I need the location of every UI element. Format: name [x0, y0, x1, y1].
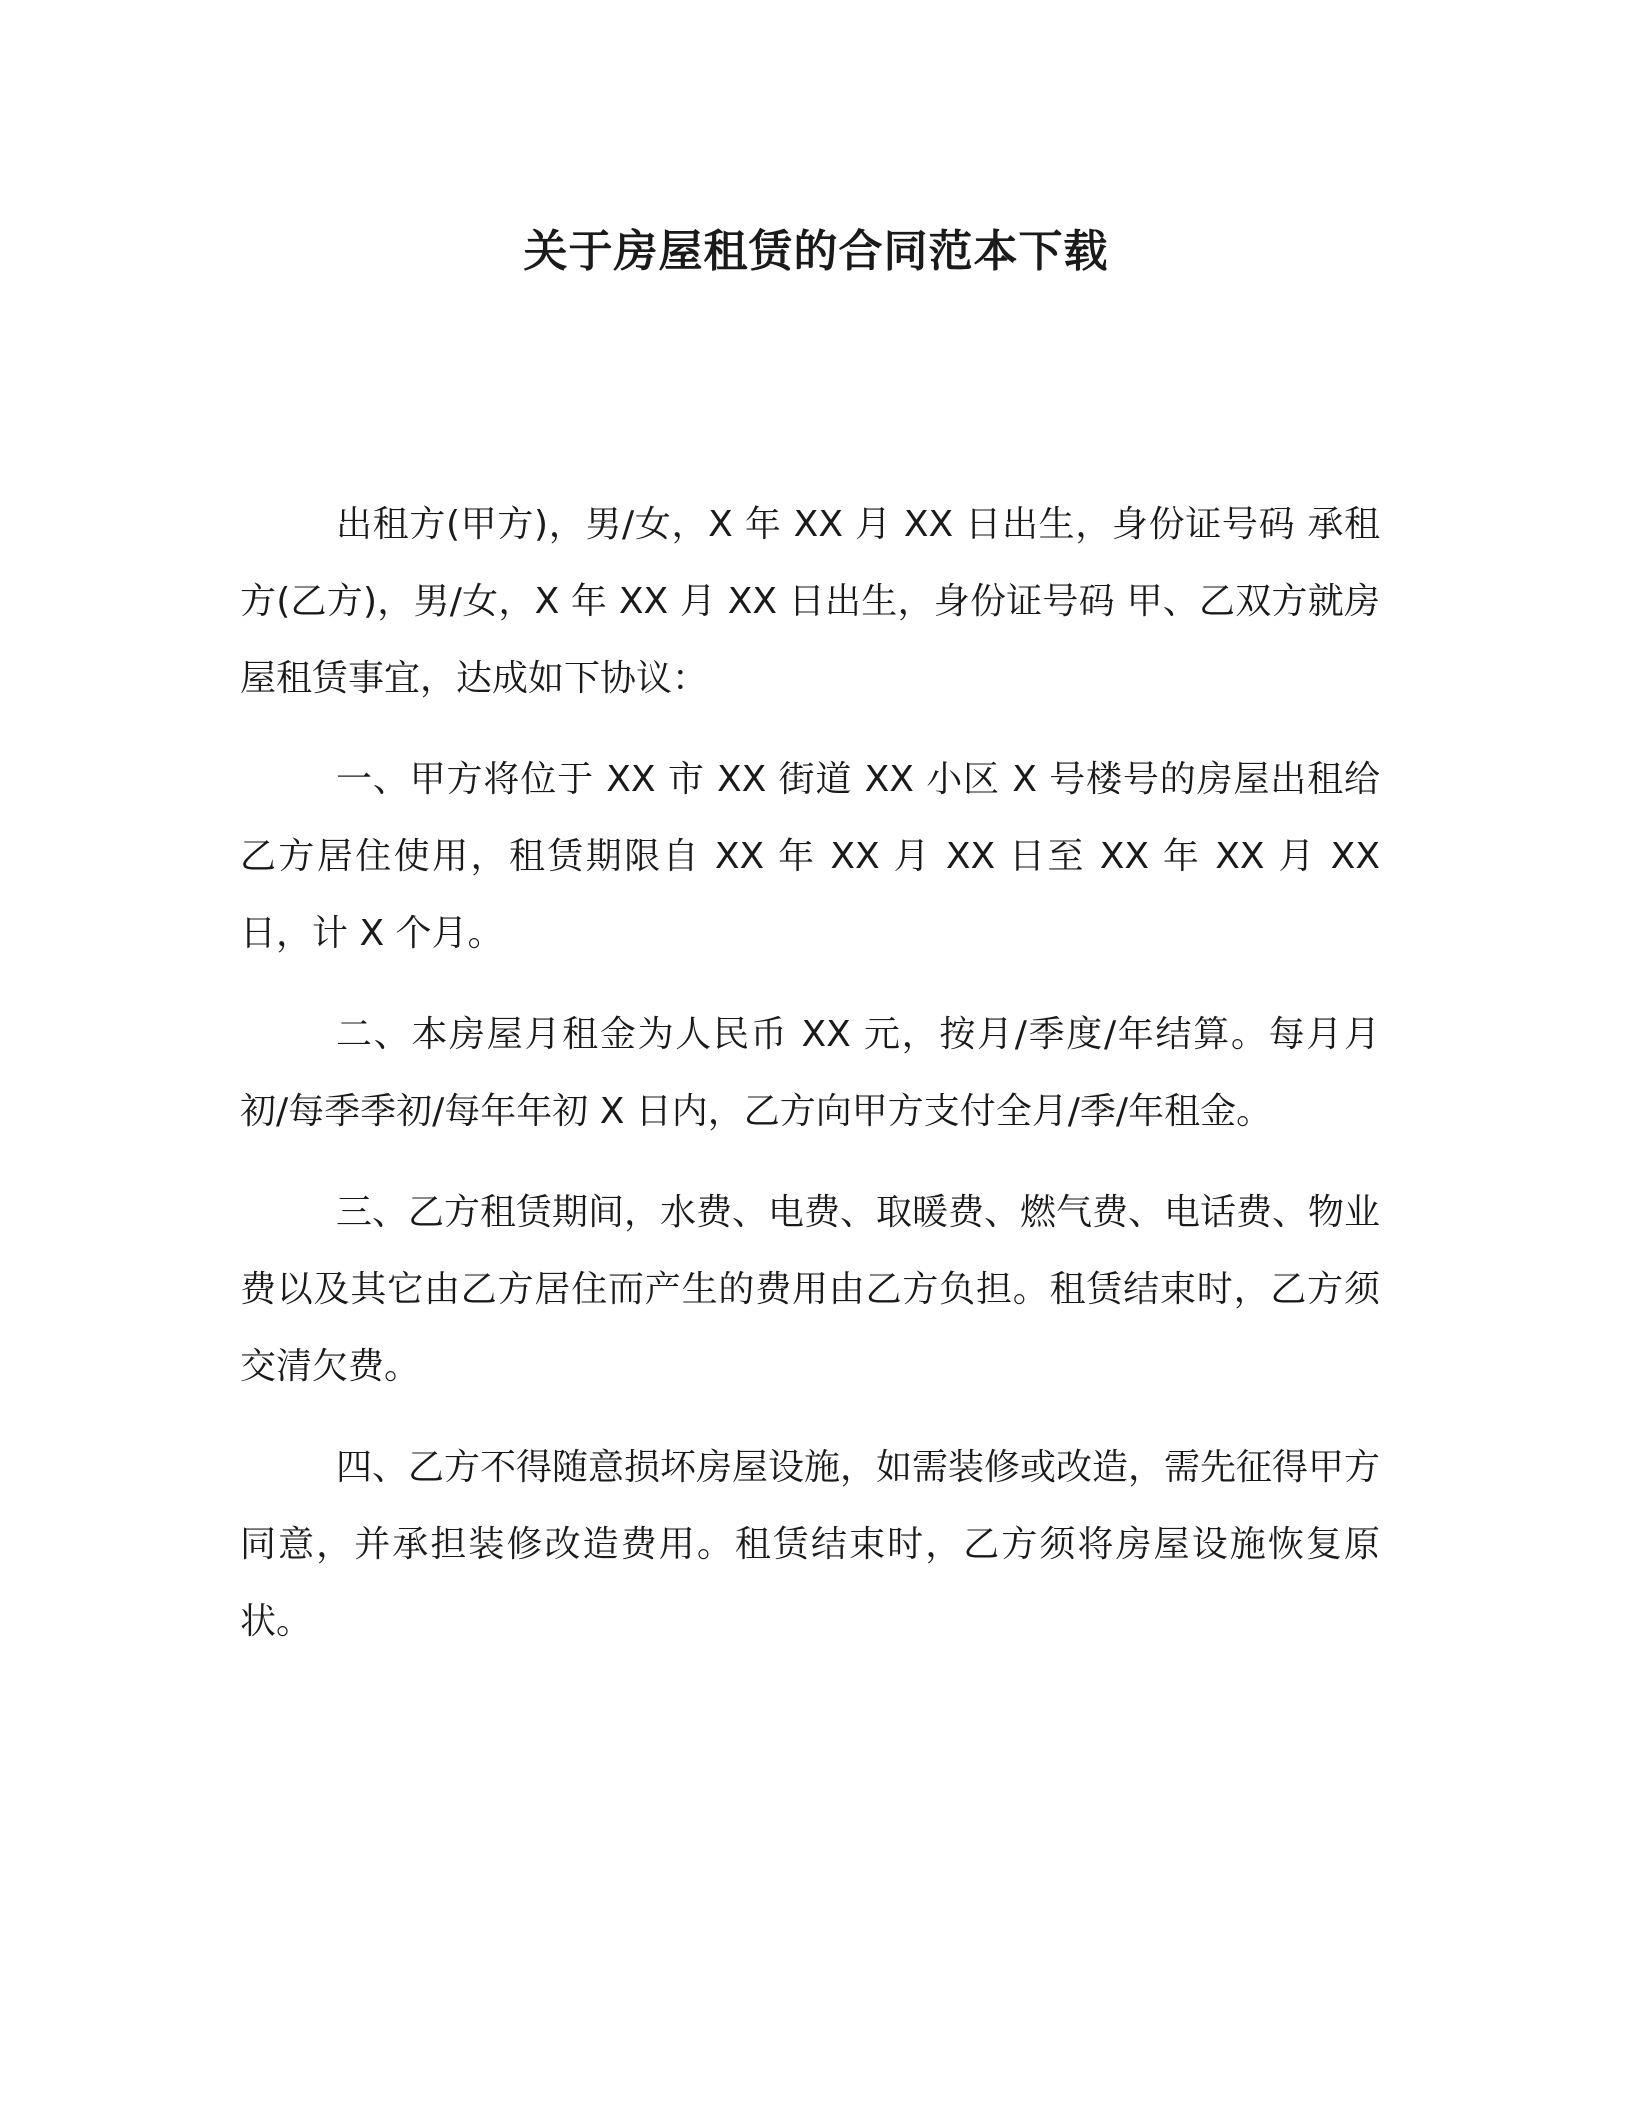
paragraph-clause-2: 二、本房屋月租金为人民币 XX 元，按月/季度/年结算。每月月初/每季季初/每年年初 X 日内，乙方向甲方支付全月/季/年租金。: [240, 1014, 1380, 1132]
paragraph-clause-3: 三、乙方租赁期间，水费、电费、取暖费、燃气费、电话费、物业费以及其它由乙方居住而产生的费用由乙方负担。租赁结束时，乙方须交清欠费。: [240, 1192, 1381, 1387]
paragraph-clause-4: 四、乙方不得随意损坏房屋设施，如需装修或改造，需先征得甲方同意，并承担装修改造费用。租赁结束时，乙方须将房屋设施恢复原状。: [240, 1447, 1381, 1642]
document-body: [240, 486, 1380, 1684]
document-title: 关于房屋租赁的合同范本下载: [523, 226, 1109, 277]
paragraph-clause-1: 一、甲方将位于 XX 市 XX 街道 XX 小区 X 号楼号的房屋出租给乙方居住使用，租赁期限自 XX 年 XX 月 XX 日至 XX 年 XX 月 XX 日，计 X 个月。: [240, 759, 1380, 954]
paragraph-intro: 出租方(甲方)，男/女，X 年 XX 月 XX 日出生，身份证号码 承租方(乙方)，男/女，X 年 XX 月 XX 日出生，身份证号码 甲、乙双方就房屋租赁事宜，达成如下协议：: [240, 504, 1380, 699]
